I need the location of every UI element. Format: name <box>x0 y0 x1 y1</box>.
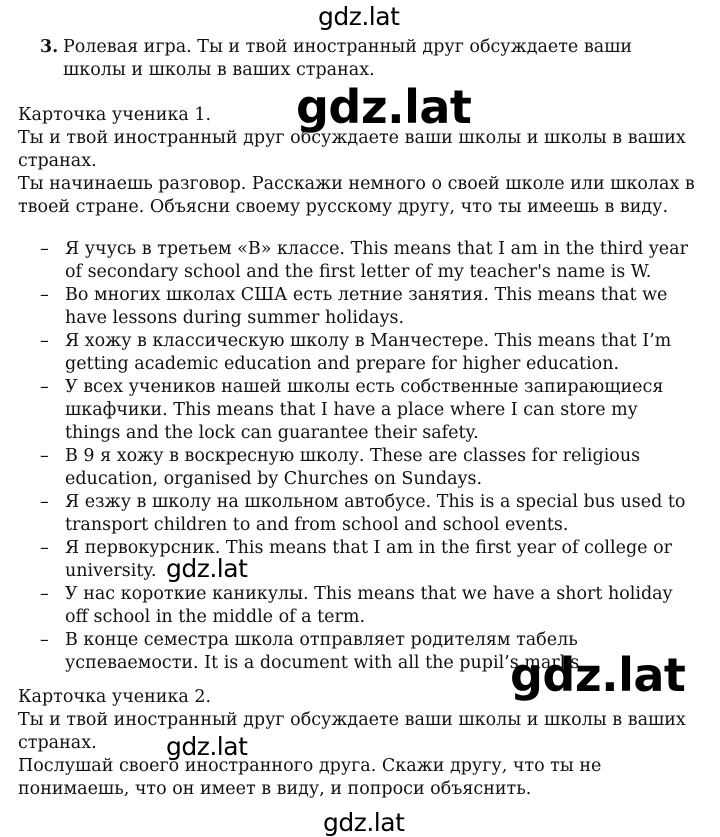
card1-line1: Ты и твой иностранный друг обсуждаете ваши школы и школы в ваших странах. <box>18 128 686 171</box>
watermark-middle: gdz.lat <box>166 554 248 583</box>
list-item <box>40 376 695 445</box>
list-dash: – <box>40 377 49 397</box>
watermark-large-bottom: gdz.lat <box>510 648 686 702</box>
watermark-lower: gdz.lat <box>166 732 248 761</box>
list-item-text: Я езжу в школу на школьном автобусе. This is a special bus used to transport children to and from school and school events. <box>65 492 686 535</box>
card2-line1: Ты и твой иностранный друг обсуждаете ваши школы и школы в ваших странах. <box>18 710 686 753</box>
list-item <box>40 491 695 537</box>
list-item <box>40 284 695 330</box>
phrase-list <box>40 238 695 675</box>
list-item-text: У нас короткие каникулы. This means that we have a short holiday off school in the middle of a term. <box>65 584 673 627</box>
task-block <box>40 36 690 82</box>
list-dash: – <box>40 446 49 466</box>
card1-title: Карточка ученика 1. <box>18 105 212 125</box>
list-item <box>40 583 695 629</box>
card2-line2: Послушай своего иностранного друга. Скажи другу, что ты не понимаешь, что он имеет в виду, и попроси объяснить. <box>18 756 602 799</box>
list-dash: – <box>40 630 49 650</box>
list-item-text: Я первокурсник. This means that I am in the first year of college or university. <box>65 538 672 581</box>
list-item <box>40 537 695 583</box>
list-dash: – <box>40 331 49 351</box>
watermark-large-top: gdz.lat <box>296 80 472 134</box>
task-number: 3. <box>40 37 59 57</box>
list-dash: – <box>40 584 49 604</box>
list-item-text: Во многих школах США есть летние занятия. This means that we have lessons during summer holidays. <box>65 285 668 328</box>
list-dash: – <box>40 538 49 558</box>
list-item-text: В конце семестра школа отправляет родителям табель успеваемости. It is a document with all the pupil’s marks. <box>65 630 585 673</box>
list-item-text: У всех учеников нашей школы есть собственные запирающиеся шкафчики. This means that I have a place where I can store my things and the lock can guarantee their safety. <box>65 377 664 443</box>
list-item-text: В 9 я хожу в воскресную школу. These are classes for religious education, organised by Churches on Sundays. <box>65 446 641 489</box>
list-item-text: Я учусь в третьем «В» классе. This means that I am in the third year of secondary school and the first letter of my teacher's name is W. <box>65 239 688 282</box>
list-dash: – <box>40 492 49 512</box>
list-dash: – <box>40 239 49 259</box>
student-card-2 <box>18 686 704 801</box>
list-item <box>40 238 695 284</box>
card1-line2: Ты начинаешь разговор. Расскажи немного о своей школе или школах в твоей стране. Объясни своему русскому другу, что ты имеешь в виду. <box>18 174 695 217</box>
watermark-bottom: gdz.lat <box>323 808 405 837</box>
list-item <box>40 330 695 376</box>
watermark-top: gdz.lat <box>318 2 400 31</box>
list-item-text: Я хожу в классическую школу в Манчестере. This means that I’m getting academic education and prepare for higher education. <box>65 331 672 374</box>
list-dash: – <box>40 285 49 305</box>
list-item <box>40 445 695 491</box>
task-text: Ролевая игра. Ты и твой иностранный друг обсуждаете ваши школы и школы в ваших странах. <box>63 37 633 80</box>
card2-title: Карточка ученика 2. <box>18 687 212 707</box>
